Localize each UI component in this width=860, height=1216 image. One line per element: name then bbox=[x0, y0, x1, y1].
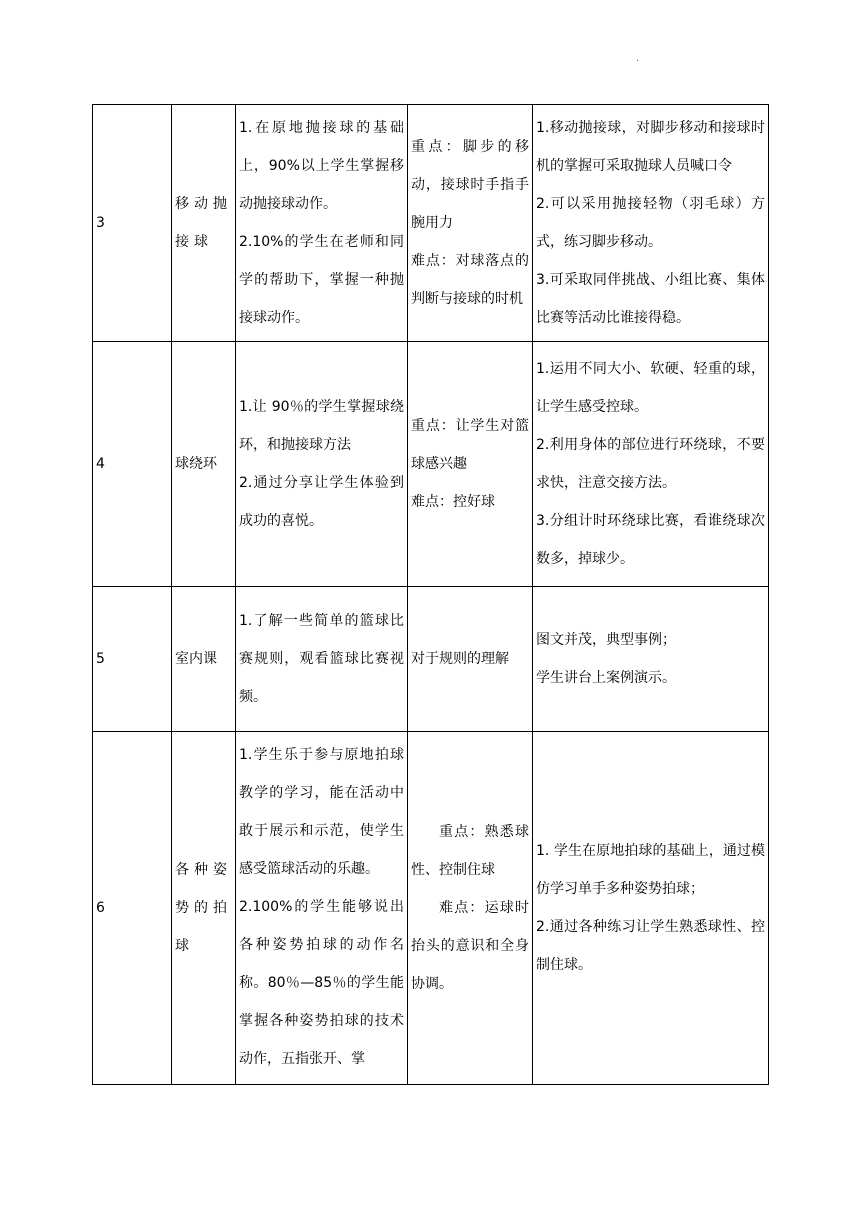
goal-item: 2.通过分享让学生体验到成功的喜悦。 bbox=[239, 475, 404, 529]
lesson-keypoints bbox=[408, 732, 533, 1085]
goal-item: 1.让 90％的学生掌握球绕环，和抛接球方法 bbox=[239, 399, 404, 453]
table-row bbox=[93, 587, 769, 732]
goal-item: 1.在原地抛接球的基础上，90%以上学生掌握移动抛接球动作。 bbox=[239, 120, 404, 212]
keypoint-item: 难点：运球时抬头的意识和全身协调。 bbox=[411, 900, 529, 992]
method-item: 图文并茂，典型事例； bbox=[536, 632, 676, 648]
goal-item: 2.10%的学生在老师和同学的帮助下，掌握一种抛接球动作。 bbox=[239, 234, 404, 326]
lesson-goals bbox=[236, 342, 408, 587]
lesson-topic: 室内课 bbox=[172, 587, 236, 732]
lesson-topic: 球绕环 bbox=[172, 342, 236, 587]
keypoint-item: 难点：对球落点的判断与接球的时机 bbox=[411, 253, 529, 307]
table-row bbox=[93, 732, 769, 1085]
lesson-number: 6 bbox=[93, 732, 172, 1085]
method-item: 3.可采取同伴挑战、小组比赛、集体比赛等活动比谁接得稳。 bbox=[536, 272, 765, 326]
lesson-topic: 移动抛接球 bbox=[172, 105, 236, 342]
lesson-keypoints bbox=[408, 587, 533, 732]
method-item: 1. 学生在原地拍球的基础上，通过模仿学习单手多种姿势拍球； bbox=[536, 843, 765, 897]
method-item: 3.分组计时环绕球比赛，看谁绕球次数多，掉球少。 bbox=[536, 513, 765, 567]
lesson-methods bbox=[533, 587, 769, 732]
lesson-number: 4 bbox=[93, 342, 172, 587]
lesson-number: 3 bbox=[93, 105, 172, 342]
method-item: 学生讲台上案例演示。 bbox=[536, 670, 676, 686]
goal-item: 1.了解一些简单的篮球比赛规则，观看篮球比赛视频。 bbox=[239, 613, 404, 705]
lesson-goals bbox=[236, 587, 408, 732]
table-row bbox=[93, 342, 769, 587]
lesson-goals bbox=[236, 105, 408, 342]
method-item: 1.运用不同大小、软硬、轻重的球，让学生感受控球。 bbox=[536, 361, 765, 415]
lesson-number: 5 bbox=[93, 587, 172, 732]
goal-item: 1.学生乐于参与原地拍球教学的学习，能在活动中敢于展示和示范，使学生感受篮球活动的乐趣。 bbox=[239, 747, 404, 877]
keypoint-item: 重点：让学生对篮球感兴趣 bbox=[411, 418, 529, 472]
keypoint-item: 重点：脚步的移动，接球时手指手腕用力 bbox=[411, 139, 529, 231]
table-row bbox=[93, 105, 769, 342]
method-item: 2.利用身体的部位进行环绕球，不要求快，注意交接方法。 bbox=[536, 437, 765, 491]
lesson-keypoints bbox=[408, 342, 533, 587]
method-item: 2.可以采用抛接轻物（羽毛球）方式，练习脚步移动。 bbox=[536, 196, 765, 250]
lesson-methods bbox=[533, 732, 769, 1085]
keypoint-item: 重点：熟悉球性、控制住球 bbox=[411, 824, 529, 878]
page-mark: · bbox=[636, 56, 640, 67]
lesson-keypoints bbox=[408, 105, 533, 342]
lesson-methods bbox=[533, 342, 769, 587]
lesson-goals bbox=[236, 732, 408, 1085]
lesson-topic: 各种姿势的拍球 bbox=[172, 732, 236, 1085]
method-item: 1.移动抛接球，对脚步移动和接球时机的掌握可采取抛球人员喊口令 bbox=[536, 120, 765, 174]
keypoint-item: 对于规则的理解 bbox=[411, 651, 509, 667]
method-item: 2.通过各种练习让学生熟悉球性、控制住球。 bbox=[536, 919, 765, 973]
lesson-methods bbox=[533, 105, 769, 342]
keypoint-item: 难点：控好球 bbox=[411, 494, 495, 510]
lesson-plan-table bbox=[92, 104, 769, 1085]
goal-item: 2.100%的学生能够说出各种姿势拍球的动作名称。80％—85％的学生能掌握各种姿势拍球的技术动作，五指张开、掌 bbox=[239, 899, 404, 1067]
